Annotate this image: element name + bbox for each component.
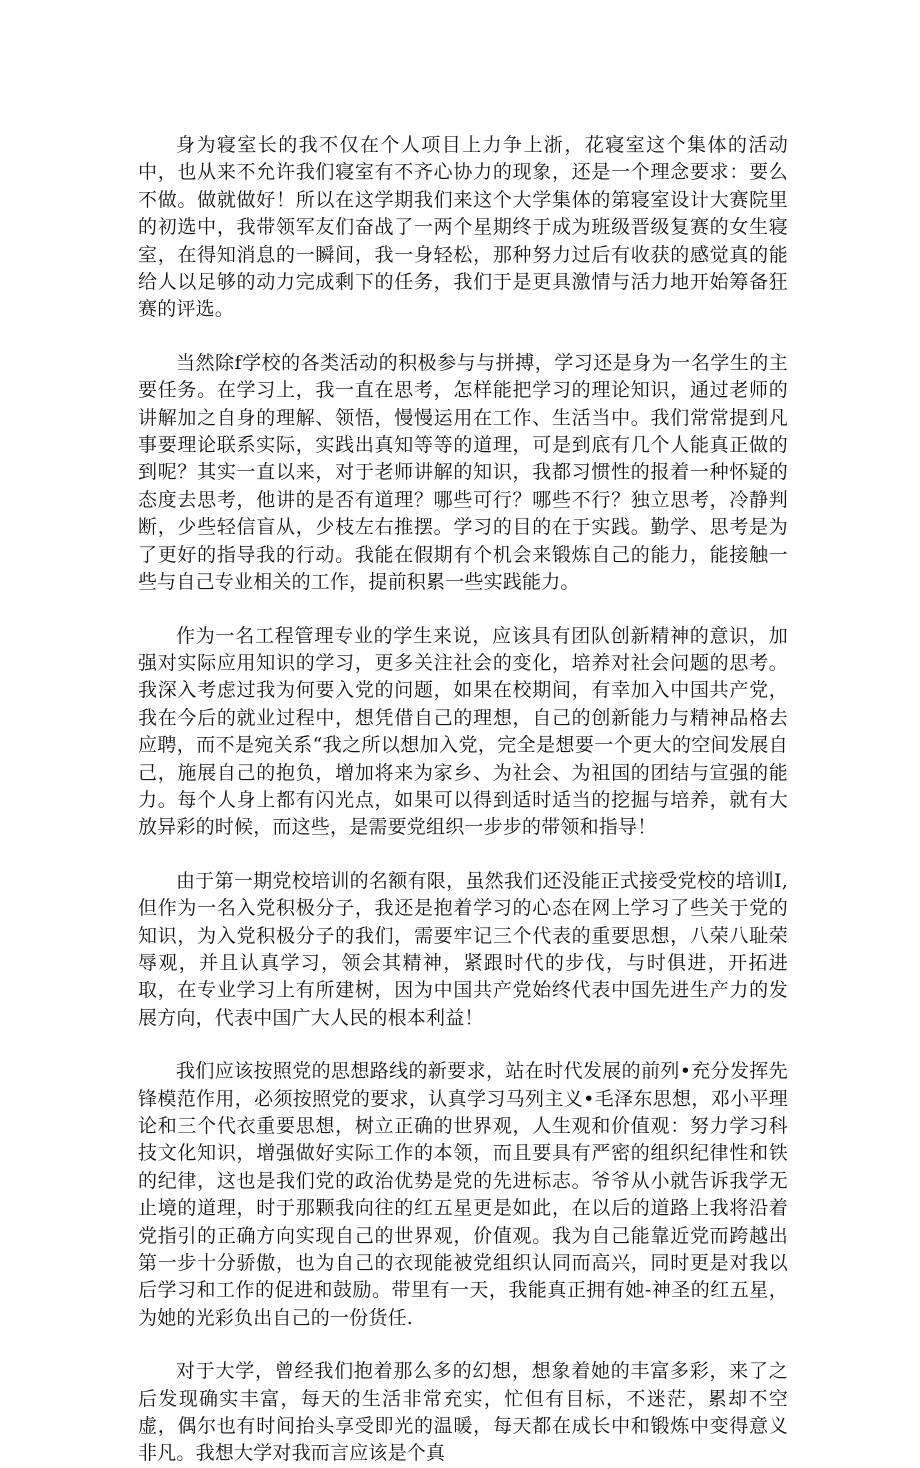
document-body xyxy=(138,132,788,1468)
paragraph-party-school: 由于第一期党校培训的名额有限，虽然我们还没能正式接受党校的培训I,但作为一名入党积极分子，我还是抱着学习的心态在网上学习了些关于党的知识，为入党积极分子的我们，需要牢记三个代表的重要思想，八荣八耻荣辱观，并且认真学习，领会其精神，紧跟时代的步伐，与时俱进，开拓进取，在专业学习上有所建树，因为中国共产党始终代表中国先进生产力的发展方向，代表中国广大人民的根本利益！ xyxy=(138,869,788,1029)
paragraph-dorm-leader: 身为寝室长的我不仅在个人项目上力争上浙，花寝室这个集体的活动中，也从来不允许我们寝室有不齐心协力的现象，还是一个理念要求：要么不做。做就做好！所以在这学期我们来这个大学集体的第寝室设计大赛院里的初选中，我带领军友们奋战了一两个星期终于成为班级晋级复赛的女生寝室，在得知消息的一瞬间，我一身轻松，那种努力过后有收获的感觉真的能给人以足够的动力完成剩下的任务，我们于是更具激情与活力地开始筹备狂赛的评选。 xyxy=(138,134,788,321)
paragraph-university: 对于大学，曾经我们抱着那么多的幻想，想象着她的丰富多彩，来了之后发现确实丰富，每天的生活非常充实，忙但有目标，不迷茫，累却不空虚，偶尔也有时间抬头享受即光的温暖，每天都在成长中和锻炼中变得意义非凡。我想大学对我而言应该是个真 xyxy=(138,1360,788,1465)
paragraph-engineering-management: 作为一名工程管理专业的学生来说，应该具有团队创新精神的意识，加强对实际应用知识的学习，更多关注社会的变化，培养对社会问题的思考。我深入考虑过我为何要入党的问题，如果在校期间，有幸加入中国共产党，我在今后的就业过程中，想凭借自己的理想，自己的创新能力与精神品格去应聘，而不是宛关系“我之所以想加入党，完全是想要一个更大的空间发展自己，施展自己的抱负，增加将来为家乡、为社会、为祖国的团结与宣强的能力。每个人身上都有闪光点，如果可以得到适时适当的挖掘与培养，就有大放异彩的时候，而这些，是需要党组织一步步的带领和指导！ xyxy=(138,624,788,839)
paragraph-study: 当然除f学校的各类活动的积极参与与拼搏，学习还是身为一名学生的主要任务。在学习上，我一直在思考，怎样能把学习的理论知识，通过老师的讲解加之自身的理解、领悟，慢慢运用在工作、生活当中。我们常常提到凡事要理论联系实际，实践出真知等等的道理，可是到底有几个人能真正做的到呢？其实一直以来，对于老师讲解的知识，我都习惯性的报着一种怀疑的态度去思考，他讲的是否有道理？哪些可行？哪些不行？独立思考，冷静判断，少些轻信盲从，少枝左右推摆。学习的目的在于实践。勤学、思考是为了更好的指导我的行动。我能在假期有个机会来锻炼自己的能力，能接触一些与自己专业相关的工作，提前积累一些实践能力。 xyxy=(138,351,788,594)
paragraph-party-line: 我们应该按照党的思想路线的新要求，站在时代发展的前列•充分发挥先锋模范作用，必须按照党的要求，认真学习马列主义•毛泽东思想，邓小平理论和三个代衣重要思想，树立正确的世界观，人生观和价值观：努力学习科技文化知识，增强做好实际工作的本领，而且要具有严密的组织纪律性和铁的纪律，这也是我们党的政治优势是党的先进标志。爷爷从小就告诉我学无止境的道理，时于那颗我向往的红五星更是如此，在以后的道路上我将沿着党指引的正确方向实现自己的世界观，价值观。我为自己能靠近党而跨越出第一步十分骄傲，也为自己的衣现能被党组织认同而高兴，同时更是对我以后学习和工作的促进和鼓励。带里有一天，我能真正拥有她-神圣的红五星，为她的光彩负出自己的一份货任. xyxy=(138,1060,788,1329)
